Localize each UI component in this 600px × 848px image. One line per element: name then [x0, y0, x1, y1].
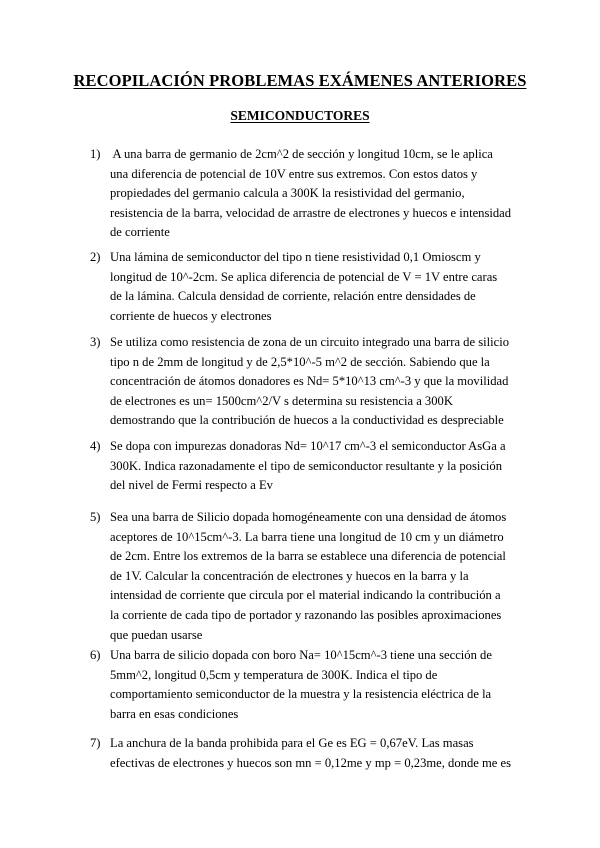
problem-line: concentración de átomos donadores es Nd= 5*10^13 cm^-3 y que la movilidad: [110, 374, 509, 389]
problem-number: 1): [90, 147, 101, 161]
problem-number: 3): [90, 335, 101, 349]
problem-line: que puedan usarse: [110, 627, 203, 642]
problem-line: resistencia de la barra, velocidad de arrastre de electrones y huecos e intensidad: [110, 205, 512, 220]
problem-line: de 2cm. Entre los extremos de la barra se establece una diferencia de potencial: [110, 549, 506, 564]
problem-line: Se dopa con impurezas donadoras Nd= 10^17 cm^-3 el semiconductor AsGa a: [110, 439, 506, 453]
problem-number: 5): [90, 510, 101, 524]
problem-line: comportamiento semiconductor de la muestra y la resistencia eléctrica de la: [110, 687, 492, 702]
problem-text: [110, 508, 530, 645]
problem-line: de la lámina. Calcula densidad de corriente, relación entre densidades de: [110, 289, 476, 304]
problem-line: de 1V. Calcular la concentración de electrones y huecos en la barra y la: [110, 568, 469, 583]
problem-text: [110, 333, 530, 431]
problem-line: Se utiliza como resistencia de zona de un circuito integrado una barra de silicio: [110, 335, 510, 349]
problem-line: 5mm^2, longitud 0,5cm y temperatura de 300K. Indica el tipo de: [110, 667, 438, 682]
problem-line: propiedades del germanio calcula a 300K la resistividad del germanio,: [110, 186, 465, 201]
problem-line: Una barra de silicio dopada con boro Na= 10^15cm^-3 tiene una sección de: [110, 648, 492, 662]
problem-line: intensidad de corriente que circula por el material indicando la contribución a: [110, 588, 501, 603]
problem-line: de corriente: [110, 225, 170, 240]
problem-line: tipo n de 2mm de longitud y de 2,5*10^-5 m^2 de sección. Sabiendo que la: [110, 354, 490, 369]
problem-line: demostrando que la contribución de huecos a la conductividad es despreciable: [110, 413, 504, 428]
problem-text: [110, 646, 530, 724]
problem-line: efectivas de electrones y huecos son mn = 0,12me y mp = 0,23me, donde me es: [110, 755, 512, 770]
problem-number: 2): [90, 250, 101, 264]
document-title: RECOPILACIÓN PROBLEMAS EXÁMENES ANTERIORES: [73, 71, 527, 90]
problem-line: del nivel de Fermi respecto a Ev: [110, 478, 273, 493]
problem-text: [110, 437, 530, 496]
problem-line: una diferencia de potencial de 10V entre sus extremos. Con estos datos y: [110, 166, 478, 181]
problem-line: Una lámina de semiconductor del tipo n tiene resistividad 0,1 Omioscm y: [110, 250, 481, 264]
problem-line: A una barra de germanio de 2cm^2 de sección y longitud 10cm, se le aplica: [110, 147, 493, 161]
problem-text: [110, 734, 530, 773]
problem-number: 4): [90, 439, 101, 453]
problem-number: 6): [90, 648, 101, 662]
problem-line: aceptores de 10^15cm^-3. La barra tiene una longitud de 10 cm y un diámetro: [110, 529, 504, 544]
problem-line: la corriente de cada tipo de portador y razonando las posibles aproximaciones: [110, 607, 502, 622]
problem-text: [110, 145, 530, 243]
problem-line: de electrones es un= 1500cm^2/V s determina su resistencia a 300K: [110, 393, 453, 408]
problem-line: 300K. Indica razonadamente el tipo de semiconductor resultante y la posición: [110, 458, 503, 473]
problem-number: 7): [90, 736, 101, 750]
problem-text: [110, 248, 530, 326]
problem-line: Sea una barra de Silicio dopada homogéneamente con una densidad de átomos: [110, 510, 507, 524]
problem-line: corriente de huecos y electrones: [110, 308, 272, 323]
problem-line: longitud de 10^-2cm. Se aplica diferencia de potencial de V = 1V entre caras: [110, 269, 498, 284]
problem-line: La anchura de la banda prohibida para el Ge es EG = 0,67eV. Las masas: [110, 736, 474, 750]
section-title: SEMICONDUCTORES: [230, 108, 370, 123]
problem-line: barra en esas condiciones: [110, 706, 239, 721]
